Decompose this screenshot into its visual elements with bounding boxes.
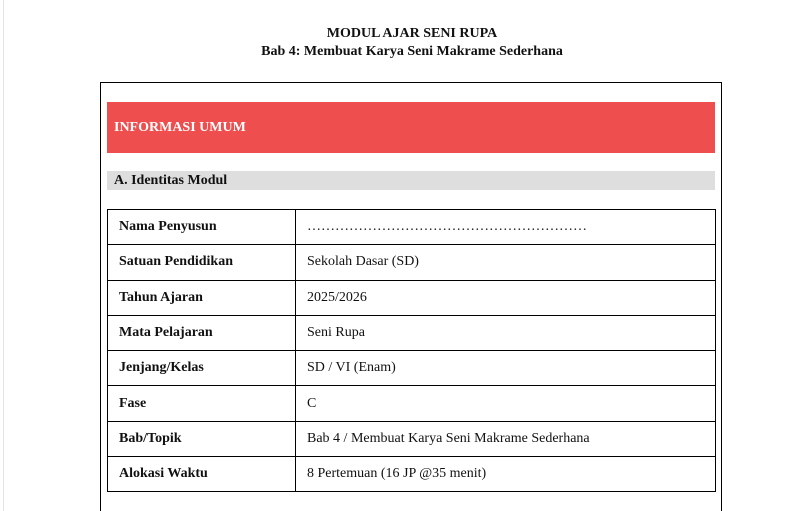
section-header-informasi-umum xyxy=(107,102,715,153)
row-value-alokasi-waktu: 8 Pertemuan (16 JP @35 menit) xyxy=(296,457,716,492)
table-row xyxy=(108,457,716,492)
row-value-jenjang-kelas: SD / VI (Enam) xyxy=(296,351,716,386)
document-title: MODUL AJAR SENI RUPA xyxy=(326,26,498,41)
table-row xyxy=(108,280,716,315)
row-value-bab-topik: Bab 4 / Membuat Karya Seni Makrame Sederhana xyxy=(296,421,716,456)
row-label-tahun-ajaran: Tahun Ajaran xyxy=(108,280,296,315)
row-value-nama-penyusun: …………………………………………………… xyxy=(296,210,716,245)
table-row xyxy=(108,245,716,280)
row-label-satuan-pendidikan: Satuan Pendidikan xyxy=(108,245,296,280)
table-row xyxy=(108,315,716,350)
identity-table xyxy=(107,209,716,492)
document-subtitle: Bab 4: Membuat Karya Seni Makrame Sederhana xyxy=(261,44,563,59)
row-value-satuan-pendidikan: Sekolah Dasar (SD) xyxy=(296,245,716,280)
subsection-header-label: A. Identitas Modul xyxy=(114,172,228,188)
table-row xyxy=(108,210,716,245)
row-value-fase: C xyxy=(296,386,716,421)
table-row xyxy=(108,421,716,456)
row-label-mata-pelajaran: Mata Pelajaran xyxy=(108,315,296,350)
row-label-fase: Fase xyxy=(108,386,296,421)
row-label-nama-penyusun: Nama Penyusun xyxy=(108,210,296,245)
section-header-label: INFORMASI UMUM xyxy=(114,119,246,135)
table-row xyxy=(108,351,716,386)
table-row xyxy=(108,386,716,421)
subsection-header-identitas-modul xyxy=(107,171,715,190)
page-left-edge xyxy=(3,0,4,511)
row-value-tahun-ajaran: 2025/2026 xyxy=(296,280,716,315)
row-label-alokasi-waktu: Alokasi Waktu xyxy=(108,457,296,492)
row-label-jenjang-kelas: Jenjang/Kelas xyxy=(108,351,296,386)
row-label-bab-topik: Bab/Topik xyxy=(108,421,296,456)
row-value-mata-pelajaran: Seni Rupa xyxy=(296,315,716,350)
